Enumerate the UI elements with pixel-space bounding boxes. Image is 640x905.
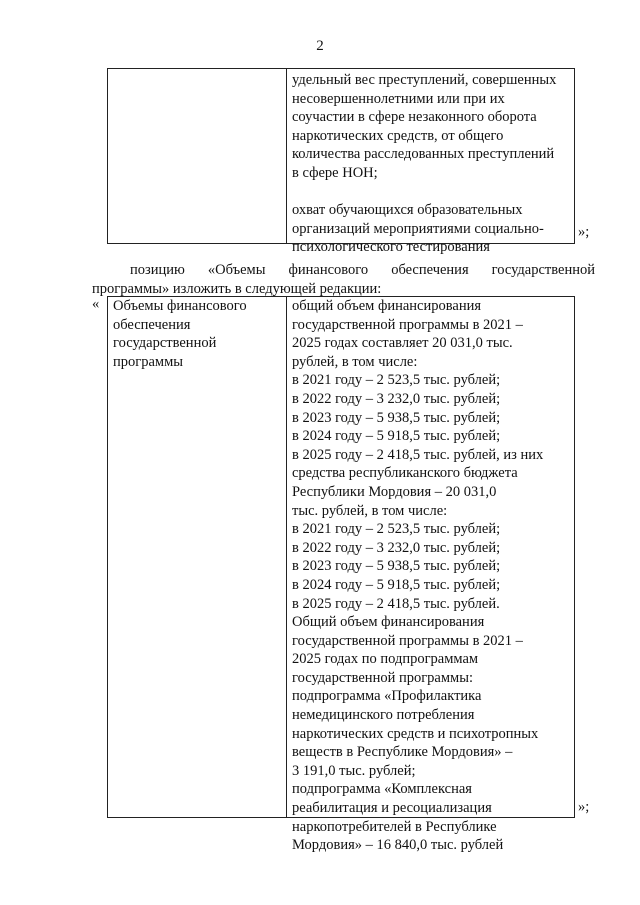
label-line: государственной: [113, 335, 217, 352]
text-line: 2025 годах по подпрограммам: [292, 651, 479, 668]
word: позицию: [130, 262, 185, 278]
text-line: государственной программы:: [292, 669, 473, 686]
text-line: 3 191,0 тыс. рублей;: [292, 762, 416, 779]
text-line: в 2021 году – 2 523,5 тыс. рублей;: [292, 372, 501, 389]
text-line: веществ в Республике Мордовия» –: [292, 744, 513, 761]
text-line: наркотических средств и психотропных: [292, 725, 539, 742]
text-line: в сфере НОН;: [292, 164, 378, 181]
word: обеспечения: [391, 262, 469, 278]
page-number: 2: [316, 38, 324, 54]
text-line: средства республиканского бюджета: [292, 465, 518, 482]
text-line: в 2021 году – 2 523,5 тыс. рублей;: [292, 521, 501, 538]
text-line: тыс. рублей, в том числе:: [292, 502, 448, 519]
word: финансового: [288, 262, 369, 278]
text-line: Мордовия» – 16 840,0 тыс. рублей: [292, 837, 504, 854]
column-divider: [286, 297, 287, 817]
indicators-text: [292, 71, 556, 257]
text-line: в 2022 году – 3 232,0 тыс. рублей;: [292, 390, 501, 407]
label-line: программы: [113, 353, 183, 370]
text-line: в 2022 году – 3 232,0 тыс. рублей;: [292, 539, 501, 556]
text-line: в 2023 году – 5 938,5 тыс. рублей;: [292, 409, 501, 426]
text-line: количества расследованных преступлений: [292, 146, 555, 163]
funding-text: [292, 297, 543, 855]
text-line: немедицинского потребления: [292, 707, 475, 724]
text-line: психологического тестирования: [292, 239, 490, 256]
opening-quote: «: [92, 296, 100, 312]
text-line: 2025 годах составляет 20 031,0 тыс.: [292, 335, 513, 352]
text-line: общий объем финансирования: [292, 298, 482, 314]
text-line: подпрограмма «Комплексная: [292, 781, 472, 798]
label-line: обеспечения: [113, 316, 191, 333]
word: «Объемы: [207, 262, 266, 278]
text-line: реабилитация и ресоциализация: [292, 800, 492, 817]
text-line: Республики Мордовия – 20 031,0: [292, 483, 497, 500]
word: государственной: [491, 262, 595, 278]
text-line: соучастии в сфере незаконного оборота: [292, 109, 537, 126]
text-line: государственной программы в 2021 –: [292, 632, 523, 649]
column-divider: [286, 69, 287, 243]
funding-table: [107, 296, 575, 854]
funding-label: [113, 297, 247, 371]
text-line: наркопотребителей в Республике: [292, 818, 497, 835]
text-line: в 2023 году – 5 938,5 тыс. рублей;: [292, 558, 501, 575]
text-line: Общий объем финансирования: [292, 614, 485, 631]
instruction-paragraph: [92, 261, 595, 298]
text-line: наркотических средств, от общего: [292, 127, 504, 144]
closing-quote: »;: [578, 799, 590, 815]
text-line: государственной программы в 2021 –: [292, 316, 523, 333]
text-line: удельный вес преступлений, совершенных: [292, 72, 557, 88]
text-line: несовершеннолетними или при их: [292, 90, 505, 107]
label-line: Объемы финансового: [113, 298, 247, 314]
text-line: подпрограмма «Профилактика: [292, 688, 482, 705]
blank-line: [292, 183, 556, 202]
paragraph-line-2: программы» изложить в следующей редакции:: [92, 280, 382, 297]
text-line: в 2025 году – 2 418,5 тыс. рублей.: [292, 595, 500, 612]
indicators-table: [107, 68, 575, 256]
text-line: в 2024 году – 5 918,5 тыс. рублей;: [292, 576, 501, 593]
closing-quote: »;: [578, 224, 590, 240]
text-line: охват обучающихся образовательных: [292, 202, 523, 219]
text-line: в 2024 году – 5 918,5 тыс. рублей;: [292, 428, 501, 445]
paragraph-line-1: [92, 261, 595, 280]
text-line: рублей, в том числе:: [292, 353, 418, 370]
text-line: организаций мероприятиями социально-: [292, 220, 544, 237]
text-line: в 2025 году – 2 418,5 тыс. рублей, из них: [292, 446, 544, 463]
